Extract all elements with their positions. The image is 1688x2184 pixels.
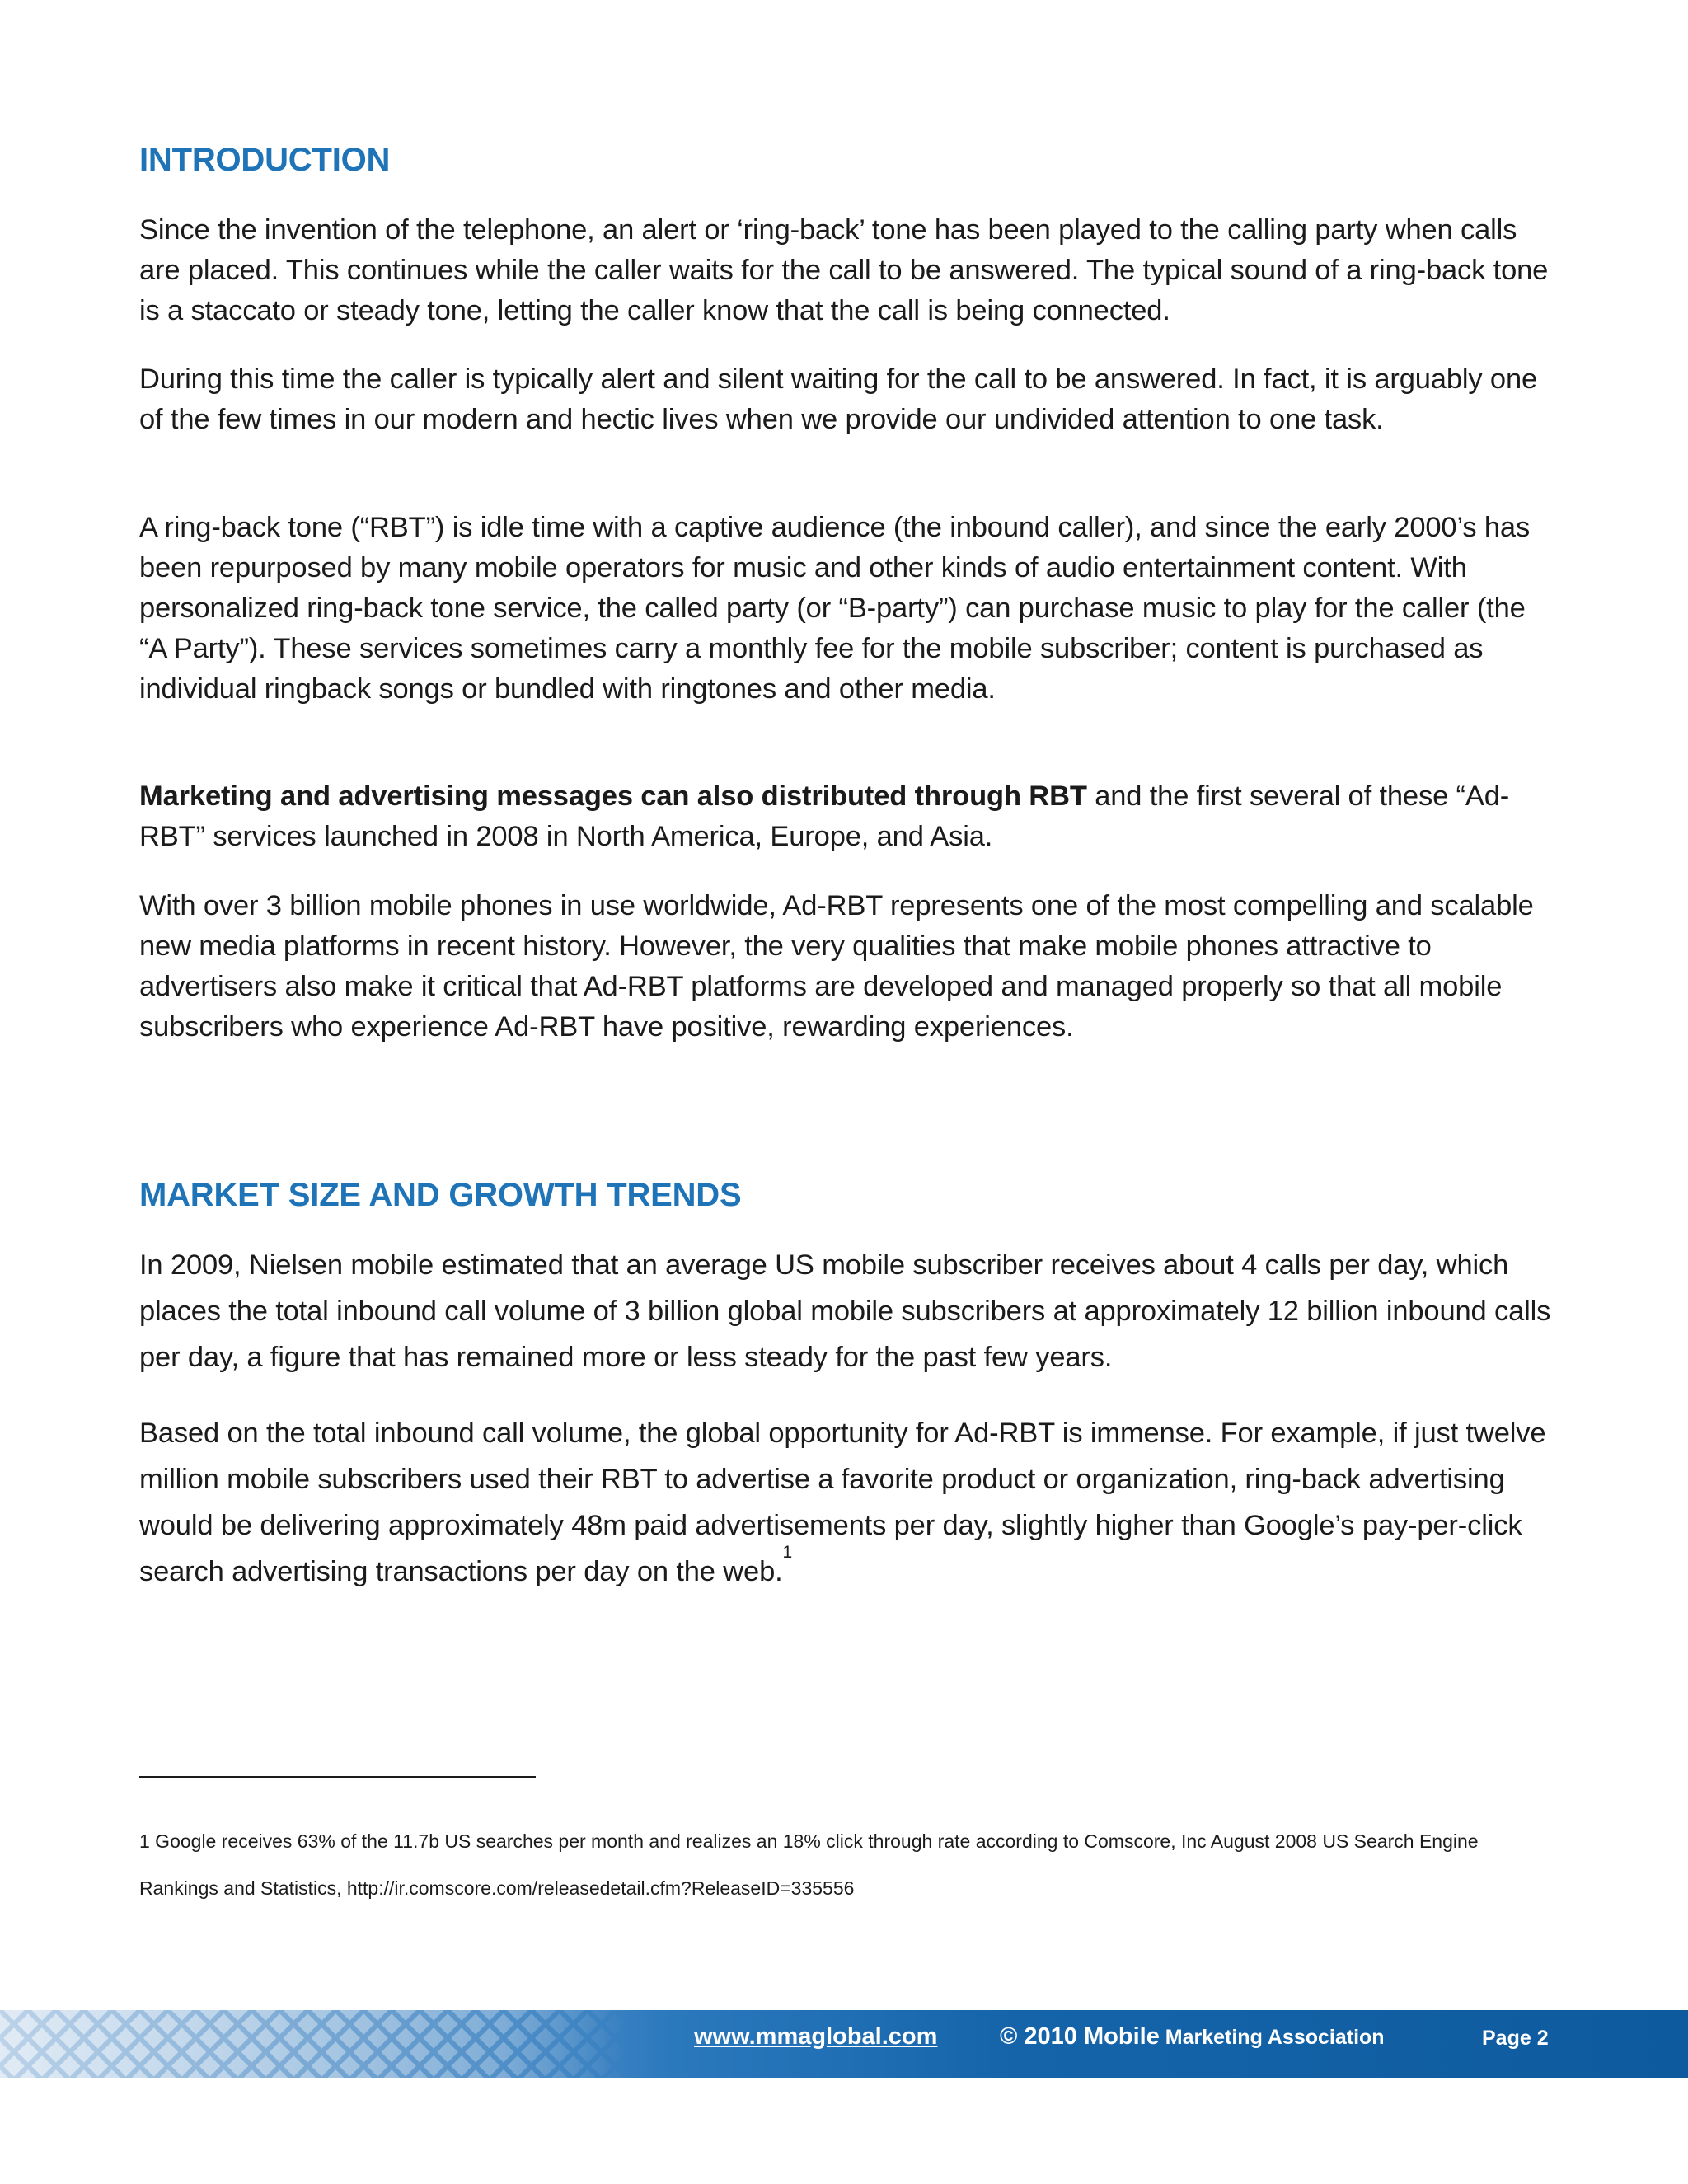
market-paragraph-2 bbox=[139, 1410, 1559, 1595]
introduction-heading: INTRODUCTION bbox=[139, 142, 391, 178]
intro-paragraph-4 bbox=[139, 776, 1559, 857]
market-paragraph-1: In 2009, Nielsen mobile estimated that an average US mobile subscriber receives about 4 calls per day, which places the total inbound call volume of 3 billion global mobile subscribers at approximately 12 billion inbound calls per day, a figure that has remained more or less steady for the past few years. bbox=[139, 1249, 1551, 1373]
footer-copyright-main: © 2010 Mobile bbox=[1000, 2023, 1160, 2050]
intro-paragraph-3: A ring-back tone (“RBT”) is idle time with a captive audience (the inbound caller), and since the early 2000’s has been repurposed by many mobile operators for music and other kinds of audio entertainment content. With personalized ring-back tone service, the called party (or “B-party”) can purchase music to play for the caller (the “A Party”). These services sometimes carry a monthly fee for the mobile subscriber; content is purchased as individual ringback songs or bundled with ringtones and other media. bbox=[139, 512, 1531, 705]
footnote-divider bbox=[139, 1776, 536, 1778]
intro-paragraph-5: With over 3 billion mobile phones in use worldwide, Ad-RBT represents one of the most compelling and scalable new media platforms in recent history. However, the very qualities that make mobile phones attractive to advertisers also make it critical that Ad-RBT platforms are developed and managed properly so that all mobile subscribers who experience Ad-RBT have positive, rewarding experiences. bbox=[139, 890, 1534, 1043]
page-footer bbox=[0, 2010, 1688, 2078]
footer-copyright-rest: Marketing Association bbox=[1159, 2026, 1385, 2049]
intro-paragraph-4-rest: and the first several of these “Ad-RBT” services launched in 2008 in North America, Europe, and Asia. bbox=[139, 780, 1510, 852]
market-heading: MARKET SIZE AND GROWTH TRENDS bbox=[139, 1177, 742, 1213]
intro-paragraph-4-bold: Marketing and advertising messages can also distributed through RBT bbox=[139, 780, 1087, 812]
footnote-reference[interactable]: 1 bbox=[782, 1543, 793, 1562]
page-number: Page 2 bbox=[1482, 2027, 1549, 2050]
intro-paragraph-2: During this time the caller is typically alert and silent waiting for the call to be answered. In fact, it is arguably one of the few times in our modern and hectic lives when we provide our undivided attention to one task. bbox=[139, 363, 1538, 435]
market-paragraph-2-text: Based on the total inbound call volume, the global opportunity for Ad-RBT is immense. For example, if just twelve million mobile subscribers used their RBT to advertise a favorite product or organization, ring-back advertising would be delivering approximately 48m paid advertisements per day, slightly higher than Google’s pay-per-click search advertising transactions per day on the web. bbox=[139, 1418, 1546, 1587]
footer-pattern-graphic bbox=[0, 2010, 626, 2078]
footer-copyright bbox=[1000, 2023, 1385, 2050]
intro-paragraph-1: Since the invention of the telephone, an alert or ‘ring-back’ tone has been played to the calling party when calls are placed. This continues while the caller waits for the call to be answered. The typical sound of a ring-back tone is a staccato or steady tone, letting the caller know that the call is being connected. bbox=[139, 214, 1549, 326]
footnote-text: 1 Google receives 63% of the 11.7b US searches per month and realizes an 18% click through rate according to Comscore, Inc August 2008 US Search Engine Rankings and Statistics, http://ir.comscore.com/releasedetail.cfm?ReleaseID=335556 bbox=[139, 1830, 1479, 1899]
footer-website-link[interactable]: www.mmaglobal.com bbox=[694, 2023, 938, 2050]
